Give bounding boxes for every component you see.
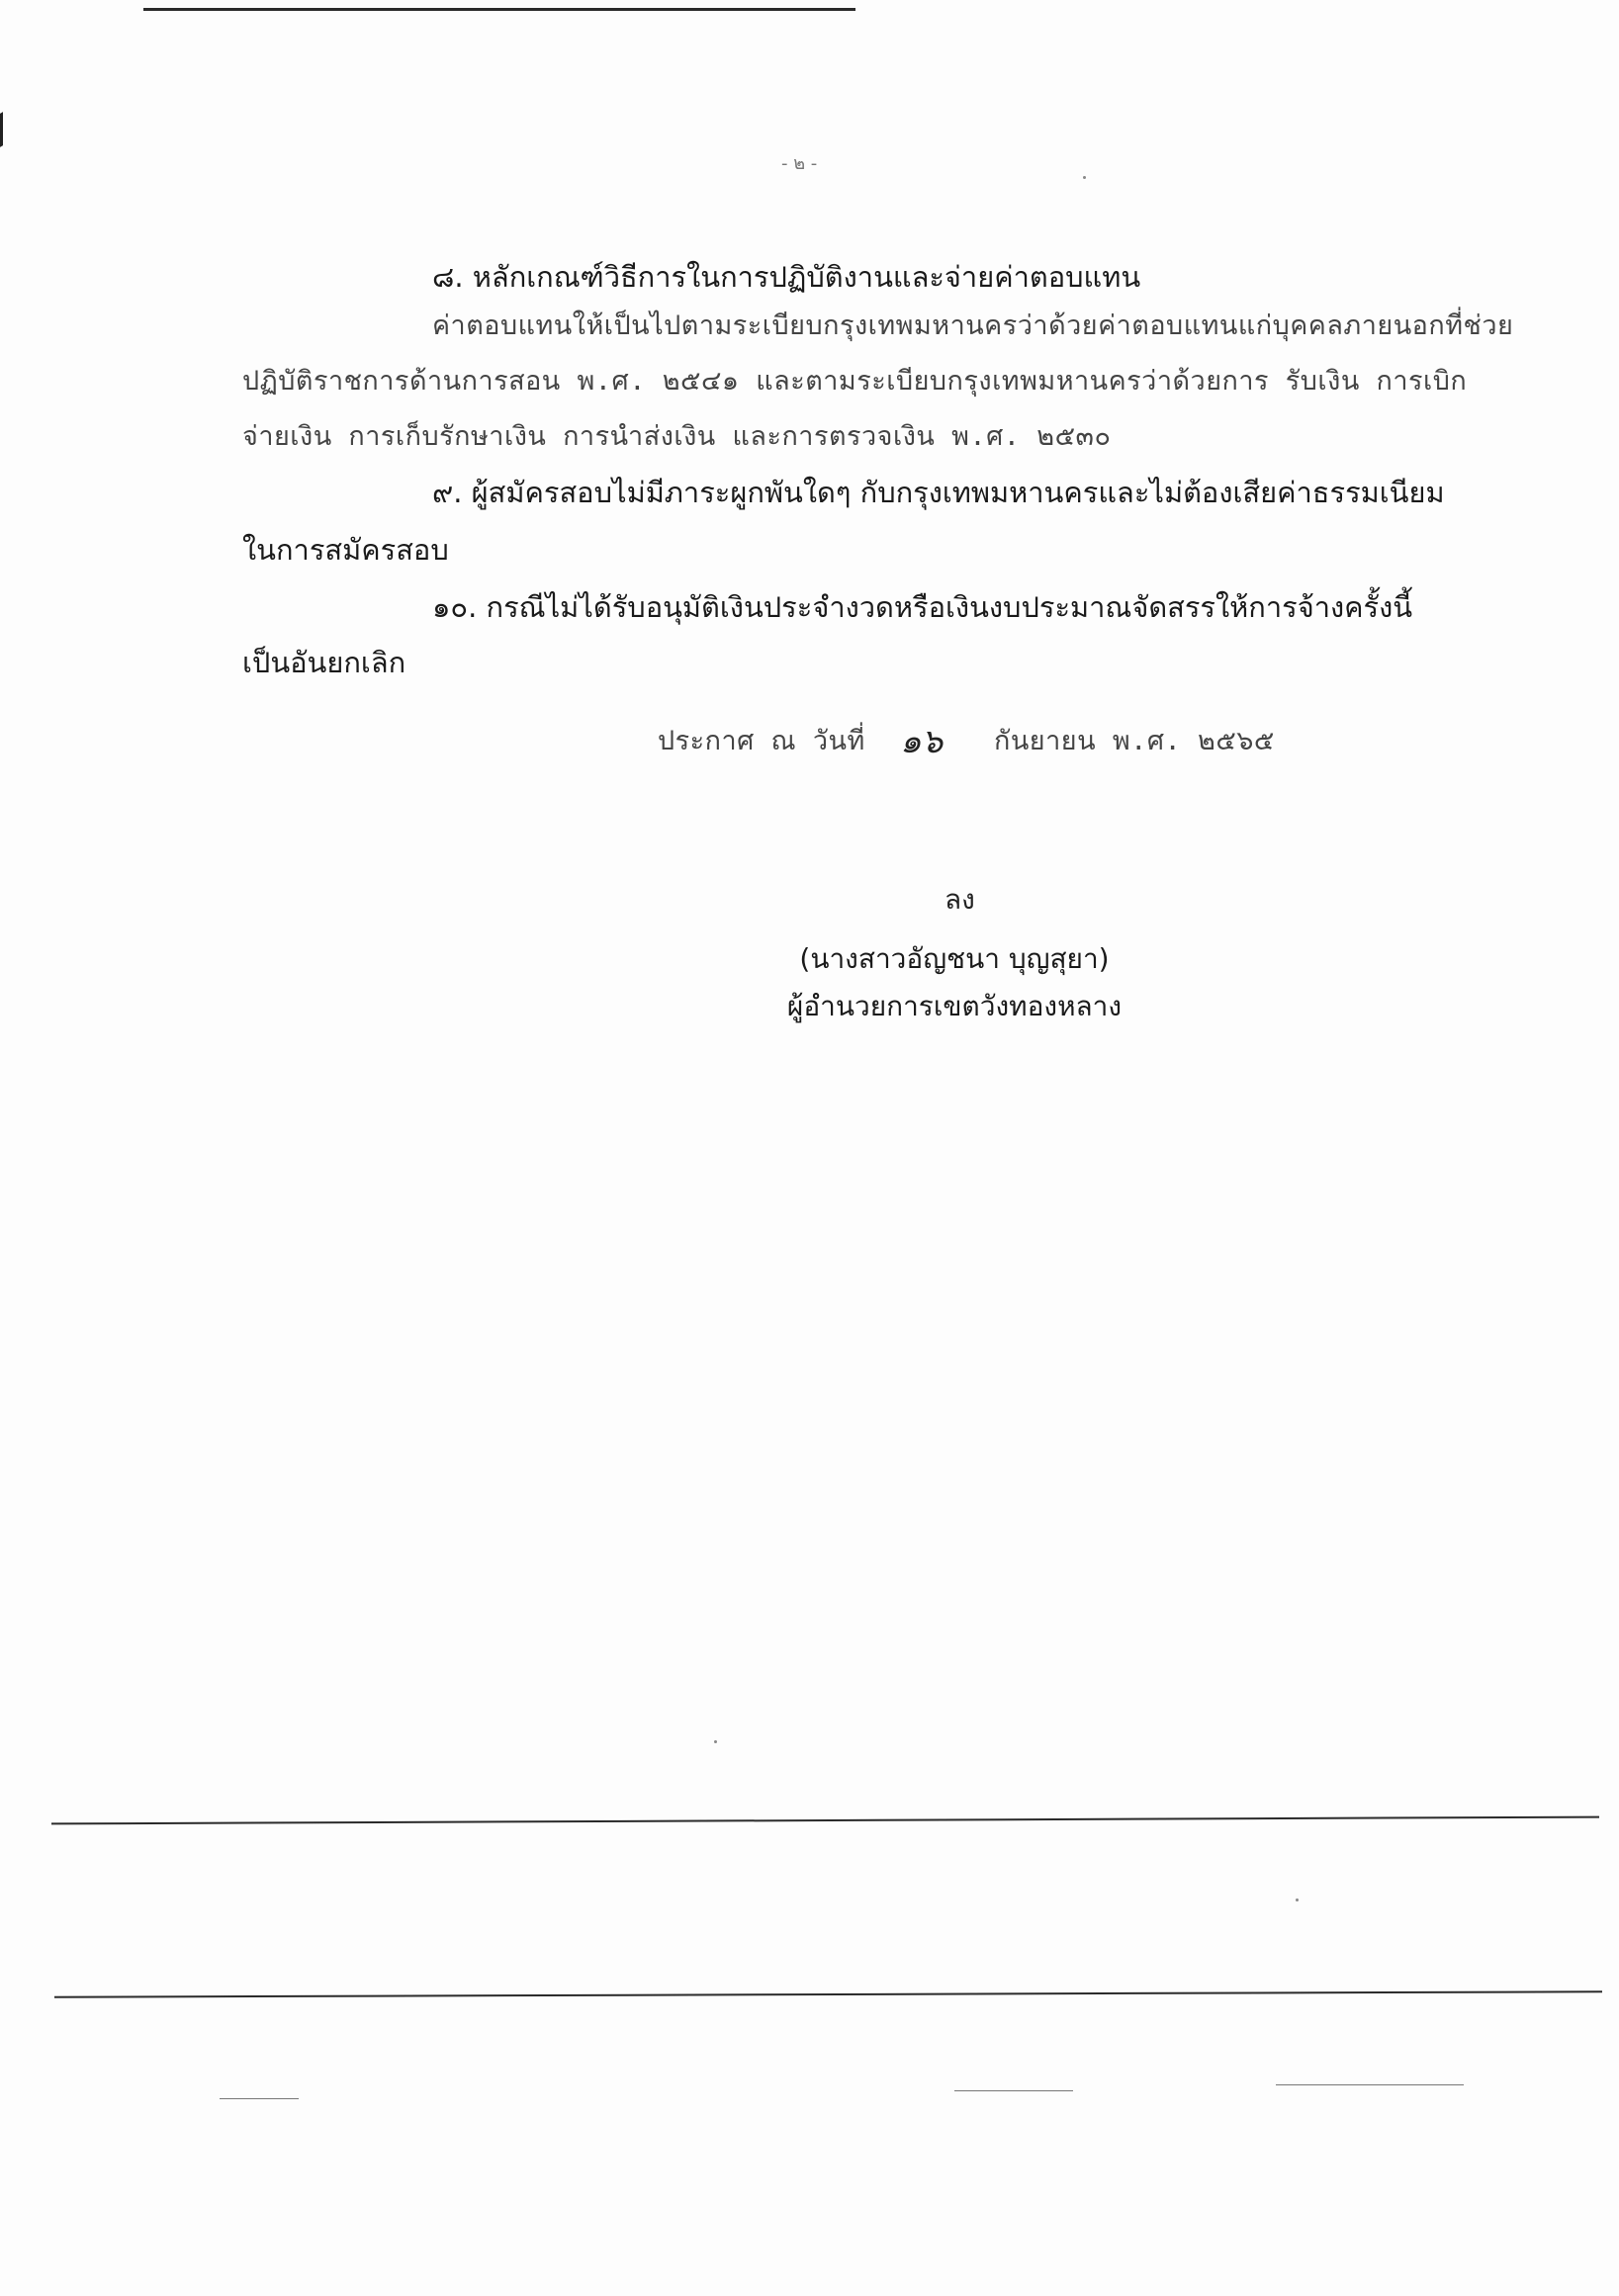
signatory-name: (นางสาวอัญชนา บุญสุยา) [799, 942, 1110, 975]
announcement-prefix: ประกาศ ณ วันที่ [658, 726, 865, 756]
item-10-line-1: ๑๐. กรณีไม่ได้รับอนุมัติเงินประจำงวดหรือเงินงบประมาณจัดสรรให้การจ้างครั้งนี้ [432, 590, 1413, 624]
scan-corner-mark [0, 104, 17, 147]
item-8-line-2: ปฏิบัติราชการด้านการสอน พ.ศ. ๒๕๔๑ และตามระเบียบกรุงเทพมหานครว่าด้วยการ รับเงิน การเบิก [242, 366, 1468, 397]
scan-speck [1083, 176, 1086, 179]
page-number: - ๒ - [781, 153, 818, 174]
item-8-heading: ๘. หลักเกณฑ์วิธีการในการปฏิบัติงานและจ่ายค่าตอบแทน [432, 260, 1141, 294]
signature-mark: ลง [944, 883, 975, 916]
item-8-line-3: จ่ายเงิน การเก็บรักษาเงิน การนำส่งเงิน และการตรวจเงิน พ.ศ. ๒๕๓๐ [242, 421, 1112, 452]
item-10-line-2: เป็นอันยกเลิก [242, 646, 406, 679]
top-scan-edge [143, 8, 855, 11]
bottom-scan-line-4 [954, 2090, 1073, 2091]
bottom-scan-line-5 [1276, 2084, 1464, 2085]
item-8-line-1: ค่าตอบแทนให้เป็นไปตามระเบียบกรุงเทพมหานครว่าด้วยค่าตอบแทนแก่บุคคลภายนอกที่ช่วย [432, 310, 1514, 341]
item-9-line-2: ในการสมัครสอบ [242, 533, 449, 567]
bottom-scan-line-3 [220, 2098, 299, 2099]
scan-speck [714, 1740, 717, 1743]
announcement-month-year: กันยายน พ.ศ. ๒๕๖๕ [994, 726, 1275, 756]
bottom-scan-line-1 [51, 1816, 1599, 1825]
item-9-line-1: ๙. ผู้สมัครสอบไม่มีภาระผูกพันใดๆ กับกรุงเทพมหานครและไม่ต้องเสียค่าธรรมเนียม [432, 476, 1445, 509]
announcement-day-handwritten: ๑๖ [900, 722, 944, 761]
bottom-scan-line-2 [54, 1990, 1602, 1997]
scan-speck [1296, 1899, 1299, 1901]
signatory-position: ผู้อำนวยการเขตวังทองหลาง [786, 990, 1123, 1022]
